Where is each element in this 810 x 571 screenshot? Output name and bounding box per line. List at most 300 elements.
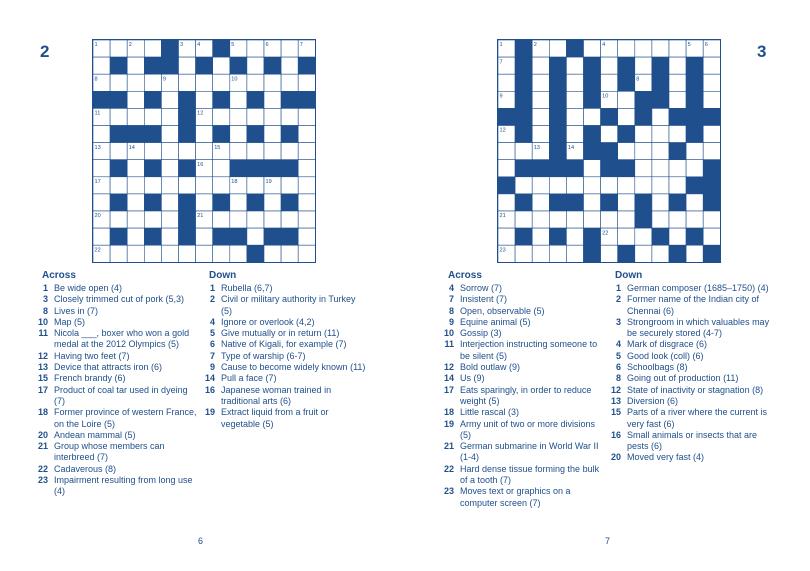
grid-cell[interactable]	[618, 108, 635, 125]
grid-cell[interactable]	[281, 108, 298, 125]
grid-block	[179, 228, 196, 245]
grid-cell[interactable]	[532, 245, 549, 262]
grid-block	[584, 245, 601, 262]
grid-cell[interactable]	[703, 74, 720, 91]
grid-cell[interactable]	[93, 57, 110, 74]
grid-cell[interactable]	[196, 126, 213, 143]
grid-cell[interactable]	[635, 245, 652, 262]
clue-number: 16	[204, 384, 215, 395]
grid-cell[interactable]	[652, 108, 669, 125]
grid-cell[interactable]	[213, 160, 230, 177]
grid-cell[interactable]	[618, 177, 635, 194]
clue	[201, 373, 367, 384]
grid-cell[interactable]	[230, 108, 247, 125]
grid-cell[interactable]	[686, 211, 703, 228]
grid-cell[interactable]	[264, 108, 281, 125]
grid-block	[549, 108, 566, 125]
grid-block	[703, 177, 720, 194]
cell-number: 2	[128, 42, 132, 49]
grid-cell[interactable]	[230, 245, 247, 262]
clue-number: 4	[209, 316, 215, 327]
grid-cell[interactable]	[281, 57, 298, 74]
grid-block	[652, 91, 669, 108]
grid-cell[interactable]	[686, 160, 703, 177]
grid-cell[interactable]	[247, 143, 264, 160]
grid-cell[interactable]	[247, 40, 264, 57]
grid-cell[interactable]	[127, 108, 144, 125]
grid-cell[interactable]	[230, 126, 247, 143]
grid-cell[interactable]	[264, 74, 281, 91]
grid-cell[interactable]	[515, 143, 532, 160]
clue-text: Eats sparingly, in order to reduce weight (5)	[460, 384, 592, 406]
grid-cell[interactable]	[566, 228, 583, 245]
grid-cell[interactable]	[144, 143, 161, 160]
grid-cell[interactable]	[298, 228, 315, 245]
clue-number: 10	[443, 328, 454, 339]
clue-text: Rubella (6,7)	[221, 283, 273, 293]
down-clue-list	[201, 283, 367, 430]
grid-cell[interactable]	[110, 245, 127, 262]
grid-cell[interactable]	[127, 211, 144, 228]
cell-number: 1	[499, 42, 503, 49]
grid-cell[interactable]	[532, 228, 549, 245]
clue-text: Moved very fast (4)	[627, 452, 705, 463]
grid-cell[interactable]	[127, 177, 144, 194]
grid-cell[interactable]	[498, 74, 515, 91]
grid-block	[161, 57, 178, 74]
grid-cell[interactable]	[127, 160, 144, 177]
grid-block	[179, 211, 196, 228]
grid-cell[interactable]	[110, 74, 127, 91]
grid-cell[interactable]	[247, 57, 264, 74]
clue-number: 8	[42, 305, 48, 316]
grid-cell[interactable]	[532, 177, 549, 194]
clue-text: Nicola ___, boxer who won a gold medal at the 2012 Olympics (5)	[54, 328, 190, 350]
grid-cell[interactable]	[532, 74, 549, 91]
grid-cell[interactable]	[196, 194, 213, 211]
cell-number: 17	[499, 179, 506, 185]
crossword-grid[interactable]	[497, 39, 721, 263]
cell-number: 11	[94, 110, 101, 117]
grid-cell[interactable]	[566, 91, 583, 108]
clue-text: Give mutually or in return (11)	[221, 328, 340, 339]
clue	[201, 339, 367, 350]
grid-block	[549, 228, 566, 245]
grid-cell[interactable]	[179, 177, 196, 194]
grid-svg	[93, 40, 315, 262]
clue-number: 2	[615, 294, 621, 305]
grid-cell[interactable]	[669, 91, 686, 108]
grid-cell[interactable]	[127, 194, 144, 211]
clue-text: Equine animal (5)	[460, 316, 531, 327]
clue	[34, 306, 200, 317]
grid-block	[264, 57, 281, 74]
grid-cell[interactable]	[281, 40, 298, 57]
grid-cell[interactable]	[161, 91, 178, 108]
grid-cell[interactable]	[213, 74, 230, 91]
grid-cell[interactable]	[247, 211, 264, 228]
grid-cell[interactable]	[618, 40, 635, 57]
grid-cell[interactable]	[127, 91, 144, 108]
grid-cell[interactable]	[247, 177, 264, 194]
grid-cell[interactable]	[686, 194, 703, 211]
grid-cell[interactable]	[652, 245, 669, 262]
grid-cell[interactable]	[93, 228, 110, 245]
grid-cell[interactable]	[532, 91, 549, 108]
grid-cell[interactable]	[703, 91, 720, 108]
across-clue-list	[440, 283, 606, 509]
grid-cell[interactable]	[230, 143, 247, 160]
grid-cell[interactable]	[669, 177, 686, 194]
grid-cell[interactable]	[298, 126, 315, 143]
grid-cell[interactable]	[532, 211, 549, 228]
grid-block	[635, 91, 652, 108]
grid-block	[549, 126, 566, 143]
grid-cell[interactable]	[161, 160, 178, 177]
grid-cell[interactable]	[669, 228, 686, 245]
grid-cell[interactable]	[144, 108, 161, 125]
grid-cell[interactable]	[566, 126, 583, 143]
grid-block	[179, 126, 196, 143]
grid-block	[635, 211, 652, 228]
grid-cell[interactable]	[652, 177, 669, 194]
cell-number: 6	[704, 42, 708, 49]
grid-cell[interactable]	[566, 108, 583, 125]
cell-number: 18	[567, 196, 575, 203]
cell-number: 8	[94, 76, 98, 83]
clue	[34, 407, 200, 430]
grid-block	[281, 160, 298, 177]
grid-cell[interactable]	[110, 211, 127, 228]
grid-cell[interactable]	[652, 126, 669, 143]
grid-cell[interactable]	[618, 194, 635, 211]
grid-cell[interactable]	[298, 74, 315, 91]
grid-cell[interactable]	[179, 143, 196, 160]
grid-cell[interactable]	[703, 211, 720, 228]
grid-cell[interactable]	[298, 160, 315, 177]
grid-cell[interactable]	[669, 40, 686, 57]
grid-block	[686, 108, 703, 125]
grid-cell[interactable]	[584, 108, 601, 125]
grid-cell[interactable]	[515, 245, 532, 262]
grid-block	[584, 57, 601, 74]
grid-cell[interactable]	[213, 245, 230, 262]
grid-cell[interactable]	[635, 40, 652, 57]
crossword-grid[interactable]	[92, 39, 316, 263]
grid-cell[interactable]	[264, 126, 281, 143]
grid-cell[interactable]	[532, 126, 549, 143]
grid-cell[interactable]	[652, 143, 669, 160]
grid-cell[interactable]	[498, 160, 515, 177]
grid-cell[interactable]	[264, 211, 281, 228]
grid-cell[interactable]	[584, 160, 601, 177]
grid-block	[298, 57, 315, 74]
grid-cell[interactable]	[549, 211, 566, 228]
grid-cell[interactable]	[264, 91, 281, 108]
grid-block	[144, 194, 161, 211]
grid-cell[interactable]	[566, 245, 583, 262]
grid-cell[interactable]	[161, 143, 178, 160]
grid-cell[interactable]	[566, 211, 583, 228]
grid-cell[interactable]	[281, 245, 298, 262]
grid-cell[interactable]	[601, 57, 618, 74]
grid-cell[interactable]	[669, 74, 686, 91]
grid-cell[interactable]	[669, 126, 686, 143]
grid-block	[601, 160, 618, 177]
clue	[440, 464, 606, 487]
cell-number: 22	[94, 247, 101, 254]
grid-cell[interactable]	[532, 194, 549, 211]
cell-number: 3	[567, 42, 572, 49]
grid-cell[interactable]	[635, 177, 652, 194]
grid-block	[566, 160, 583, 177]
grid-cell[interactable]	[601, 211, 618, 228]
grid-cell[interactable]	[144, 40, 161, 57]
clue-number: 21	[443, 441, 454, 452]
page-folio: 7	[605, 536, 611, 546]
grid-block	[549, 91, 566, 108]
grid-cell[interactable]	[127, 74, 144, 91]
grid-cell[interactable]	[127, 57, 144, 74]
grid-cell[interactable]	[144, 74, 161, 91]
grid-cell[interactable]	[618, 211, 635, 228]
grid-cell[interactable]	[298, 177, 315, 194]
grid-cell[interactable]	[196, 228, 213, 245]
grid-cell[interactable]	[618, 143, 635, 160]
grid-block	[703, 108, 720, 125]
grid-cell[interactable]	[213, 177, 230, 194]
grid-cell[interactable]	[498, 194, 515, 211]
grid-block	[144, 126, 161, 143]
grid-cell[interactable]	[601, 245, 618, 262]
grid-block	[618, 74, 635, 91]
grid-cell[interactable]	[161, 228, 178, 245]
grid-cell[interactable]	[213, 108, 230, 125]
grid-cell[interactable]	[566, 57, 583, 74]
grid-cell[interactable]	[298, 245, 315, 262]
grid-cell[interactable]	[161, 108, 178, 125]
down-heading: Down	[615, 270, 643, 281]
grid-block	[247, 91, 264, 108]
down-heading: Down	[209, 270, 237, 281]
grid-cell[interactable]	[144, 245, 161, 262]
clue-text: Gossip (3)	[460, 328, 502, 339]
clue-text: Bold outlaw (9)	[460, 362, 521, 373]
clue-number: 8	[615, 373, 621, 384]
grid-block	[515, 228, 532, 245]
grid-block	[213, 228, 230, 245]
grid-block	[584, 143, 601, 160]
across-heading: Across	[448, 270, 482, 281]
grid-cell[interactable]	[652, 160, 669, 177]
clue	[34, 464, 200, 475]
grid-cell[interactable]	[549, 245, 566, 262]
grid-block	[127, 126, 144, 143]
clue-number: 12	[610, 384, 621, 395]
grid-cell[interactable]	[601, 74, 618, 91]
clue-text: Closely trimmed cut of pork (5,3)	[54, 294, 185, 305]
grid-cell[interactable]	[298, 143, 315, 160]
grid-cell[interactable]	[669, 57, 686, 74]
grid-cell[interactable]	[652, 194, 669, 211]
grid-cell[interactable]	[584, 194, 601, 211]
grid-cell[interactable]	[247, 228, 264, 245]
grid-cell[interactable]	[281, 211, 298, 228]
grid-cell[interactable]	[161, 177, 178, 194]
grid-cell[interactable]	[161, 194, 178, 211]
grid-cell[interactable]	[584, 40, 601, 57]
clue-number: 13	[610, 395, 621, 406]
clue-number: 22	[443, 463, 454, 474]
clue-text: Former name of the Indian city of Chennai (6)	[627, 294, 760, 316]
grid-cell[interactable]	[110, 143, 127, 160]
clue-number: 7	[448, 294, 454, 305]
cell-number: 2	[533, 42, 537, 49]
clue-text: Insistent (7)	[460, 294, 508, 305]
grid-cell[interactable]	[110, 40, 127, 57]
grid-block	[110, 57, 127, 74]
grid-cell[interactable]	[669, 211, 686, 228]
grid-cell[interactable]	[532, 57, 549, 74]
cell-number: 22	[602, 230, 609, 237]
grid-cell[interactable]	[196, 143, 213, 160]
grid-cell[interactable]	[93, 194, 110, 211]
cell-number: 20	[704, 196, 711, 203]
grid-cell[interactable]	[161, 245, 178, 262]
grid-cell[interactable]	[110, 177, 127, 194]
grid-cell[interactable]	[515, 211, 532, 228]
grid-block	[179, 194, 196, 211]
clue-text: Parts of a river where the current is very fast (6)	[627, 407, 768, 429]
right-page	[405, 0, 810, 571]
down-clue-list	[607, 283, 773, 464]
grid-cell[interactable]	[532, 108, 549, 125]
grid-cell[interactable]	[584, 211, 601, 228]
cell-number: 20	[94, 213, 101, 220]
grid-cell[interactable]	[179, 57, 196, 74]
clue-number: 11	[38, 328, 48, 339]
grid-cell[interactable]	[144, 177, 161, 194]
grid-cell[interactable]	[635, 126, 652, 143]
grid-cell[interactable]	[110, 108, 127, 125]
grid-cell[interactable]	[298, 108, 315, 125]
grid-cell[interactable]	[498, 228, 515, 245]
grid-cell[interactable]	[93, 160, 110, 177]
grid-block	[618, 160, 635, 177]
grid-cell[interactable]	[230, 194, 247, 211]
clue-number: 5	[615, 350, 621, 361]
grid-block	[213, 91, 230, 108]
cell-number: 11	[636, 110, 643, 117]
grid-cell[interactable]	[179, 74, 196, 91]
grid-cell[interactable]	[161, 211, 178, 228]
grid-cell[interactable]	[635, 57, 652, 74]
grid-cell[interactable]	[601, 126, 618, 143]
clue-text: Interjection instructing someone to be silent (5)	[460, 339, 598, 361]
grid-cell[interactable]	[281, 177, 298, 194]
grid-cell[interactable]	[298, 194, 315, 211]
grid-cell[interactable]	[686, 245, 703, 262]
clue	[440, 373, 606, 384]
grid-cell[interactable]	[566, 177, 583, 194]
grid-cell[interactable]	[264, 194, 281, 211]
grid-block	[652, 74, 669, 91]
grid-cell[interactable]	[584, 177, 601, 194]
clue-text: Product of coal tar used in dyeing (7)	[54, 384, 188, 406]
grid-cell[interactable]	[635, 143, 652, 160]
grid-cell[interactable]	[127, 245, 144, 262]
grid-cell[interactable]	[618, 91, 635, 108]
clue	[34, 317, 200, 328]
grid-cell[interactable]	[549, 40, 566, 57]
grid-cell[interactable]	[127, 228, 144, 245]
grid-cell[interactable]	[652, 40, 669, 57]
grid-block	[652, 57, 669, 74]
grid-cell[interactable]	[703, 228, 720, 245]
grid-block	[601, 194, 618, 211]
grid-cell[interactable]	[498, 143, 515, 160]
grid-block	[532, 160, 549, 177]
grid-cell[interactable]	[196, 74, 213, 91]
grid-block	[281, 126, 298, 143]
grid-cell[interactable]	[703, 126, 720, 143]
grid-cell[interactable]	[161, 126, 178, 143]
grid-cell[interactable]	[196, 177, 213, 194]
clue-text: Little rascal (3)	[460, 407, 520, 418]
clue-number: 14	[443, 373, 454, 384]
grid-cell[interactable]	[247, 108, 264, 125]
clue-number: 20	[37, 429, 48, 440]
clue	[607, 317, 773, 340]
grid-cell[interactable]	[196, 91, 213, 108]
grid-cell[interactable]	[703, 143, 720, 160]
grid-cell[interactable]	[281, 143, 298, 160]
grid-cell[interactable]	[703, 57, 720, 74]
grid-block	[584, 74, 601, 91]
grid-cell[interactable]	[566, 74, 583, 91]
grid-cell[interactable]	[93, 126, 110, 143]
grid-cell[interactable]	[635, 160, 652, 177]
grid-cell[interactable]	[281, 74, 298, 91]
clue	[34, 294, 200, 305]
grid-cell[interactable]	[618, 228, 635, 245]
clue-number: 11	[444, 339, 454, 350]
grid-cell[interactable]	[230, 91, 247, 108]
grid-cell[interactable]	[213, 211, 230, 228]
grid-cell[interactable]	[230, 211, 247, 228]
grid-cell[interactable]	[264, 143, 281, 160]
grid-cell[interactable]	[298, 211, 315, 228]
grid-cell[interactable]	[635, 228, 652, 245]
grid-block	[686, 177, 703, 194]
grid-block	[618, 245, 635, 262]
grid-cell[interactable]	[686, 143, 703, 160]
grid-cell[interactable]	[196, 245, 213, 262]
grid-cell[interactable]	[144, 211, 161, 228]
grid-cell[interactable]	[549, 177, 566, 194]
grid-cell[interactable]	[515, 177, 532, 194]
clue-number: 2	[209, 294, 215, 305]
grid-cell[interactable]	[247, 74, 264, 91]
cell-number: 4	[197, 42, 201, 49]
grid-cell[interactable]	[179, 245, 196, 262]
grid-cell[interactable]	[213, 57, 230, 74]
grid-cell[interactable]	[264, 245, 281, 262]
grid-cell[interactable]	[652, 211, 669, 228]
clue-text: Having two feet (7)	[54, 350, 130, 361]
grid-cell[interactable]	[601, 177, 618, 194]
grid-cell[interactable]	[669, 160, 686, 177]
